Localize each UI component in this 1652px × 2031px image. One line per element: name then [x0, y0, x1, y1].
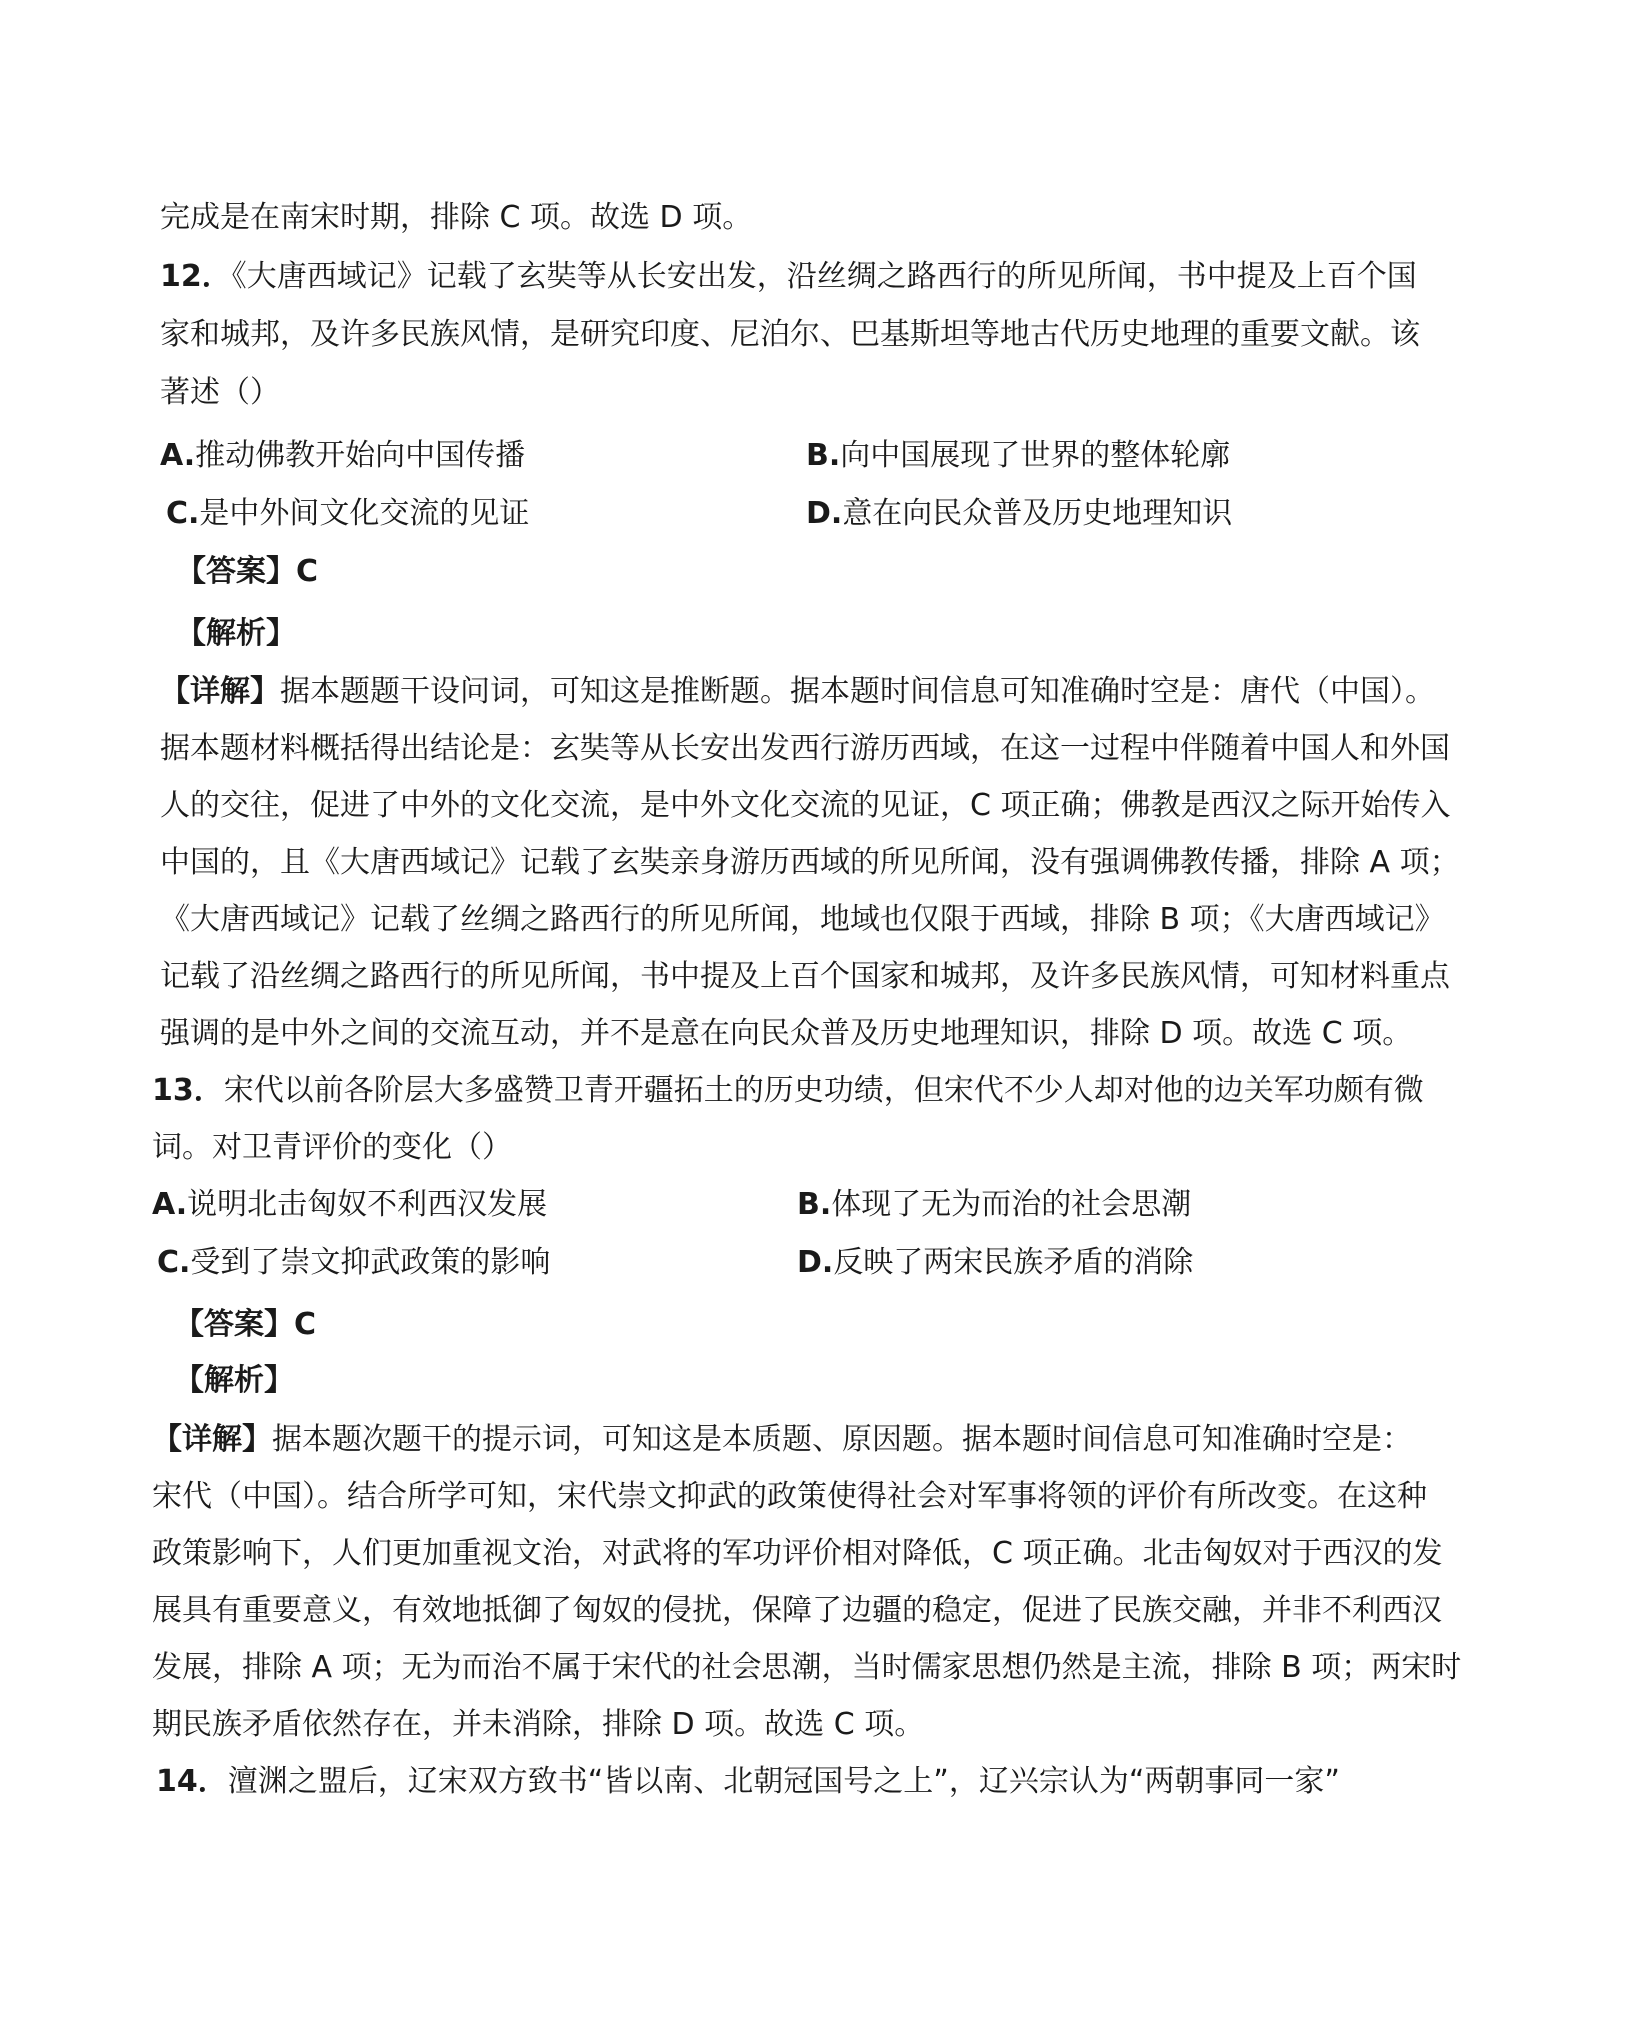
option-letter: D.	[797, 1245, 834, 1280]
question-12-option-c	[166, 494, 529, 534]
question-12-stem-line-1	[160, 257, 1417, 297]
option-letter: C.	[157, 1245, 191, 1280]
answer-value: C	[294, 1307, 317, 1342]
answer-tag: 【答案】	[174, 1307, 294, 1342]
question-number: 12．	[160, 259, 232, 294]
detail-tag: 【详解】	[160, 674, 280, 709]
option-text: 受到了崇文抑武政策的影响	[190, 1245, 551, 1280]
option-letter: A.	[152, 1187, 188, 1222]
question-12-detail-line-1	[160, 672, 1435, 712]
option-letter: B.	[797, 1187, 832, 1222]
question-13-analysis-tag: 【解析】	[174, 1363, 294, 1398]
question-12-option-d	[806, 494, 1232, 534]
question-12-detail-line-2: 据本题材料概括得出结论是：玄奘等从长安出发西行游历西域，在这一过程中伴随着中国人和外国	[160, 731, 1450, 766]
question-13-detail-line-4: 展具有重要意义，有效地抵御了匈奴的侵扰，保障了边疆的稳定，促进了民族交融，并非不利西汉	[152, 1593, 1442, 1628]
question-12-analysis-tag: 【解析】	[176, 616, 296, 651]
question-13-option-d	[797, 1243, 1193, 1283]
question-12-option-b	[806, 436, 1230, 476]
question-stem-text: 澶渊之盟后，辽宋双方致书“皆以南、北朝冠国号之上”，辽兴宗认为“两朝事同一家”	[227, 1764, 1340, 1799]
question-13-answer	[174, 1305, 316, 1345]
question-13-option-b	[797, 1185, 1191, 1225]
question-stem-text: 宋代以前各阶层大多盛赞卫青开疆拓土的历史功绩，但宋代不少人却对他的边关军功颇有微	[223, 1073, 1424, 1108]
detail-text: 据本题题干设问词，可知这是推断题。据本题时间信息可知准确时空是：唐代（中国）。	[280, 674, 1435, 709]
question-stem-text: 《大唐西域记》记载了玄奘等从长安出发，沿丝绸之路西行的所见所闻，书中提及上百个国	[231, 259, 1417, 294]
detail-text: 据本题次题干的提示词，可知这是本质题、原因题。据本题时间信息可知准确时空是：	[272, 1422, 1412, 1457]
option-text: 是中外间文化交流的见证	[199, 496, 530, 531]
option-text: 意在向民众普及历史地理知识	[842, 496, 1233, 531]
option-letter: A.	[160, 438, 196, 473]
question-14-stem-line-1	[156, 1762, 1340, 1802]
question-number: 13．	[152, 1073, 224, 1108]
question-13-detail-line-2: 宋代（中国）。结合所学可知，宋代崇文抑武的政策使得社会对军事将领的评价有所改变。在这种	[152, 1479, 1427, 1514]
question-13-detail-line-1	[152, 1420, 1412, 1460]
question-12-option-a	[160, 436, 525, 476]
question-13-detail-line-3: 政策影响下，人们更加重视文治，对武将的军功评价相对降低，C 项正确。北击匈奴对于西汉的发	[152, 1536, 1443, 1571]
question-12-detail-line-5: 《大唐西域记》记载了丝绸之路西行的所见所闻，地域也仅限于西域，排除 B 项；《大唐西域记》	[160, 902, 1445, 937]
question-12-stem-line-3: 著述（）	[160, 375, 280, 410]
question-13-detail-line-5: 发展，排除 A 项；无为而治不属于宋代的社会思潮，当时儒家思想仍然是主流，排除 B 项；两宋时	[152, 1650, 1462, 1685]
option-text: 推动佛教开始向中国传播	[195, 438, 526, 473]
question-12-detail-line-7: 强调的是中外之间的交流互动，并不是意在向民众普及历史地理知识，排除 D 项。故选 C 项。	[160, 1016, 1413, 1051]
question-13-option-a	[152, 1185, 547, 1225]
option-text: 说明北击匈奴不利西汉发展	[187, 1187, 548, 1222]
detail-tag: 【详解】	[152, 1422, 272, 1457]
option-letter: B.	[806, 438, 841, 473]
question-13-stem-line-1	[152, 1071, 1424, 1111]
question-12-detail-line-6: 记载了沿丝绸之路西行的所见所闻，书中提及上百个国家和城邦，及许多民族风情，可知材料重点	[160, 959, 1450, 994]
question-number: 14．	[156, 1764, 228, 1799]
question-13-stem-line-2: 词。对卫青评价的变化（）	[152, 1130, 512, 1165]
answer-value: C	[296, 554, 319, 589]
option-text: 反映了两宋民族矛盾的消除	[833, 1245, 1194, 1280]
question-12-detail-line-3: 人的交往，促进了中外的文化交流，是中外文化交流的见证，C 项正确；佛教是西汉之际开始传入	[160, 788, 1451, 823]
question-13-option-c	[157, 1243, 550, 1283]
question-12-answer	[176, 552, 318, 592]
question-13-detail-line-6: 期民族矛盾依然存在，并未消除，排除 D 项。故选 C 项。	[152, 1707, 925, 1742]
option-text: 向中国展现了世界的整体轮廓	[840, 438, 1231, 473]
answer-tag: 【答案】	[176, 554, 296, 589]
previous-answer-tail: 完成是在南宋时期，排除 C 项。故选 D 项。	[160, 200, 753, 235]
question-12-stem-line-2: 家和城邦，及许多民族风情，是研究印度、尼泊尔、巴基斯坦等地古代历史地理的重要文献。该	[160, 317, 1420, 352]
option-letter: C.	[166, 496, 200, 531]
option-text: 体现了无为而治的社会思潮	[831, 1187, 1192, 1222]
option-letter: D.	[806, 496, 843, 531]
question-12-detail-line-4: 中国的，且《大唐西域记》记载了玄奘亲身游历西域的所见所闻，没有强调佛教传播，排除 A 项；	[160, 845, 1460, 880]
